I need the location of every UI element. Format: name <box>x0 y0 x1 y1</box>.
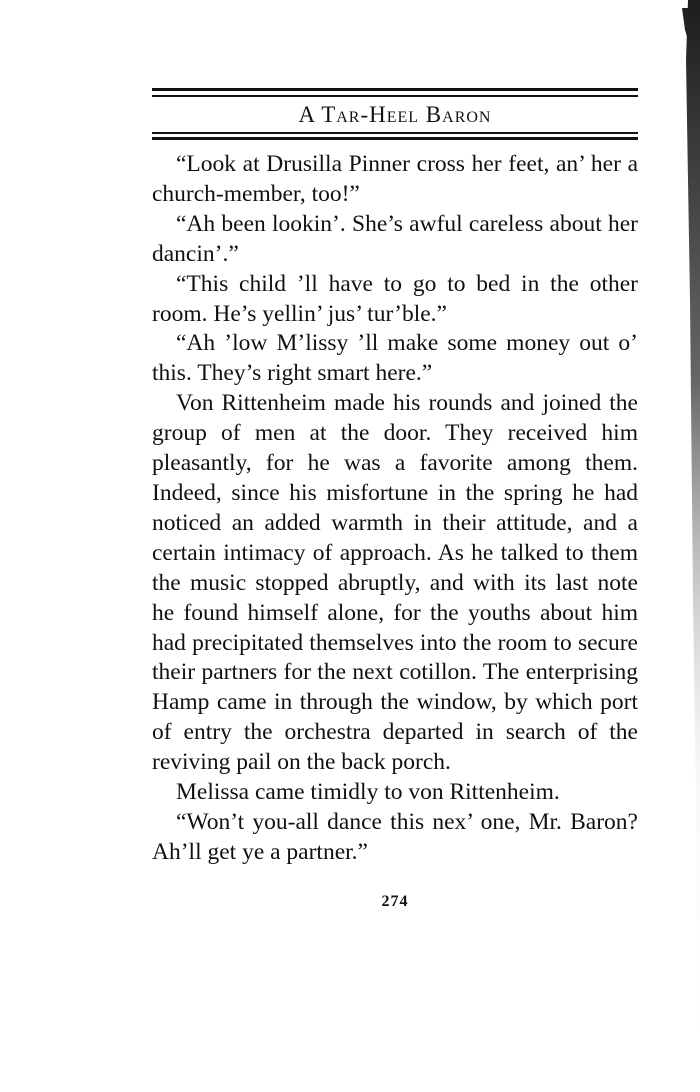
paragraph: “Ah been lookin’. She’s awful careless about her dancin’.” <box>152 210 638 267</box>
body-text <box>152 150 638 868</box>
header-rule-top-thick <box>152 88 638 91</box>
running-head-title: A Tar-Heel Baron <box>298 102 492 127</box>
paragraph: “This child ’ll have to go to bed in the other room. He’s yellin’ jus’ tur’ble.” <box>152 270 638 327</box>
header-rule-bottom-thin <box>152 132 638 134</box>
header-rule-bottom-thick <box>152 137 638 140</box>
running-head <box>152 100 638 130</box>
page-edge-shadow <box>658 0 700 1092</box>
paragraph: “Ah ’low M’lissy ’ll make some money out o’ this. They’s right smart here.” <box>152 330 638 387</box>
paragraph: Melissa came timidly to von Rittenheim. <box>176 779 560 806</box>
paragraph: “Won’t you-all dance this nex’ one, Mr. Baron? Ah’ll get ye a partner.” <box>152 808 638 865</box>
header-rule-top-thin <box>152 95 638 97</box>
paragraph: Von Rittenheim made his rounds and joined the group of men at the door. They received him pleasantly, for he was a favorite among them. Indeed, since his misfortune in the spring he had noticed an added warmth in their attitude, and a certain intimacy of approach. As he talked to them the music stopped abruptly, and with its last note he found himself alone, for the youths about him had precipitated themselves into the room to secure their partners for the next cotillon. The enterprising Hamp came in through the window, by which port of entry the orchestra departed in search of the reviving pail on the back porch. <box>152 390 638 776</box>
paragraph: “Look at Drusilla Pinner cross her feet, an’ her a church-member, too!” <box>152 151 638 207</box>
page-number: 274 <box>381 893 409 910</box>
